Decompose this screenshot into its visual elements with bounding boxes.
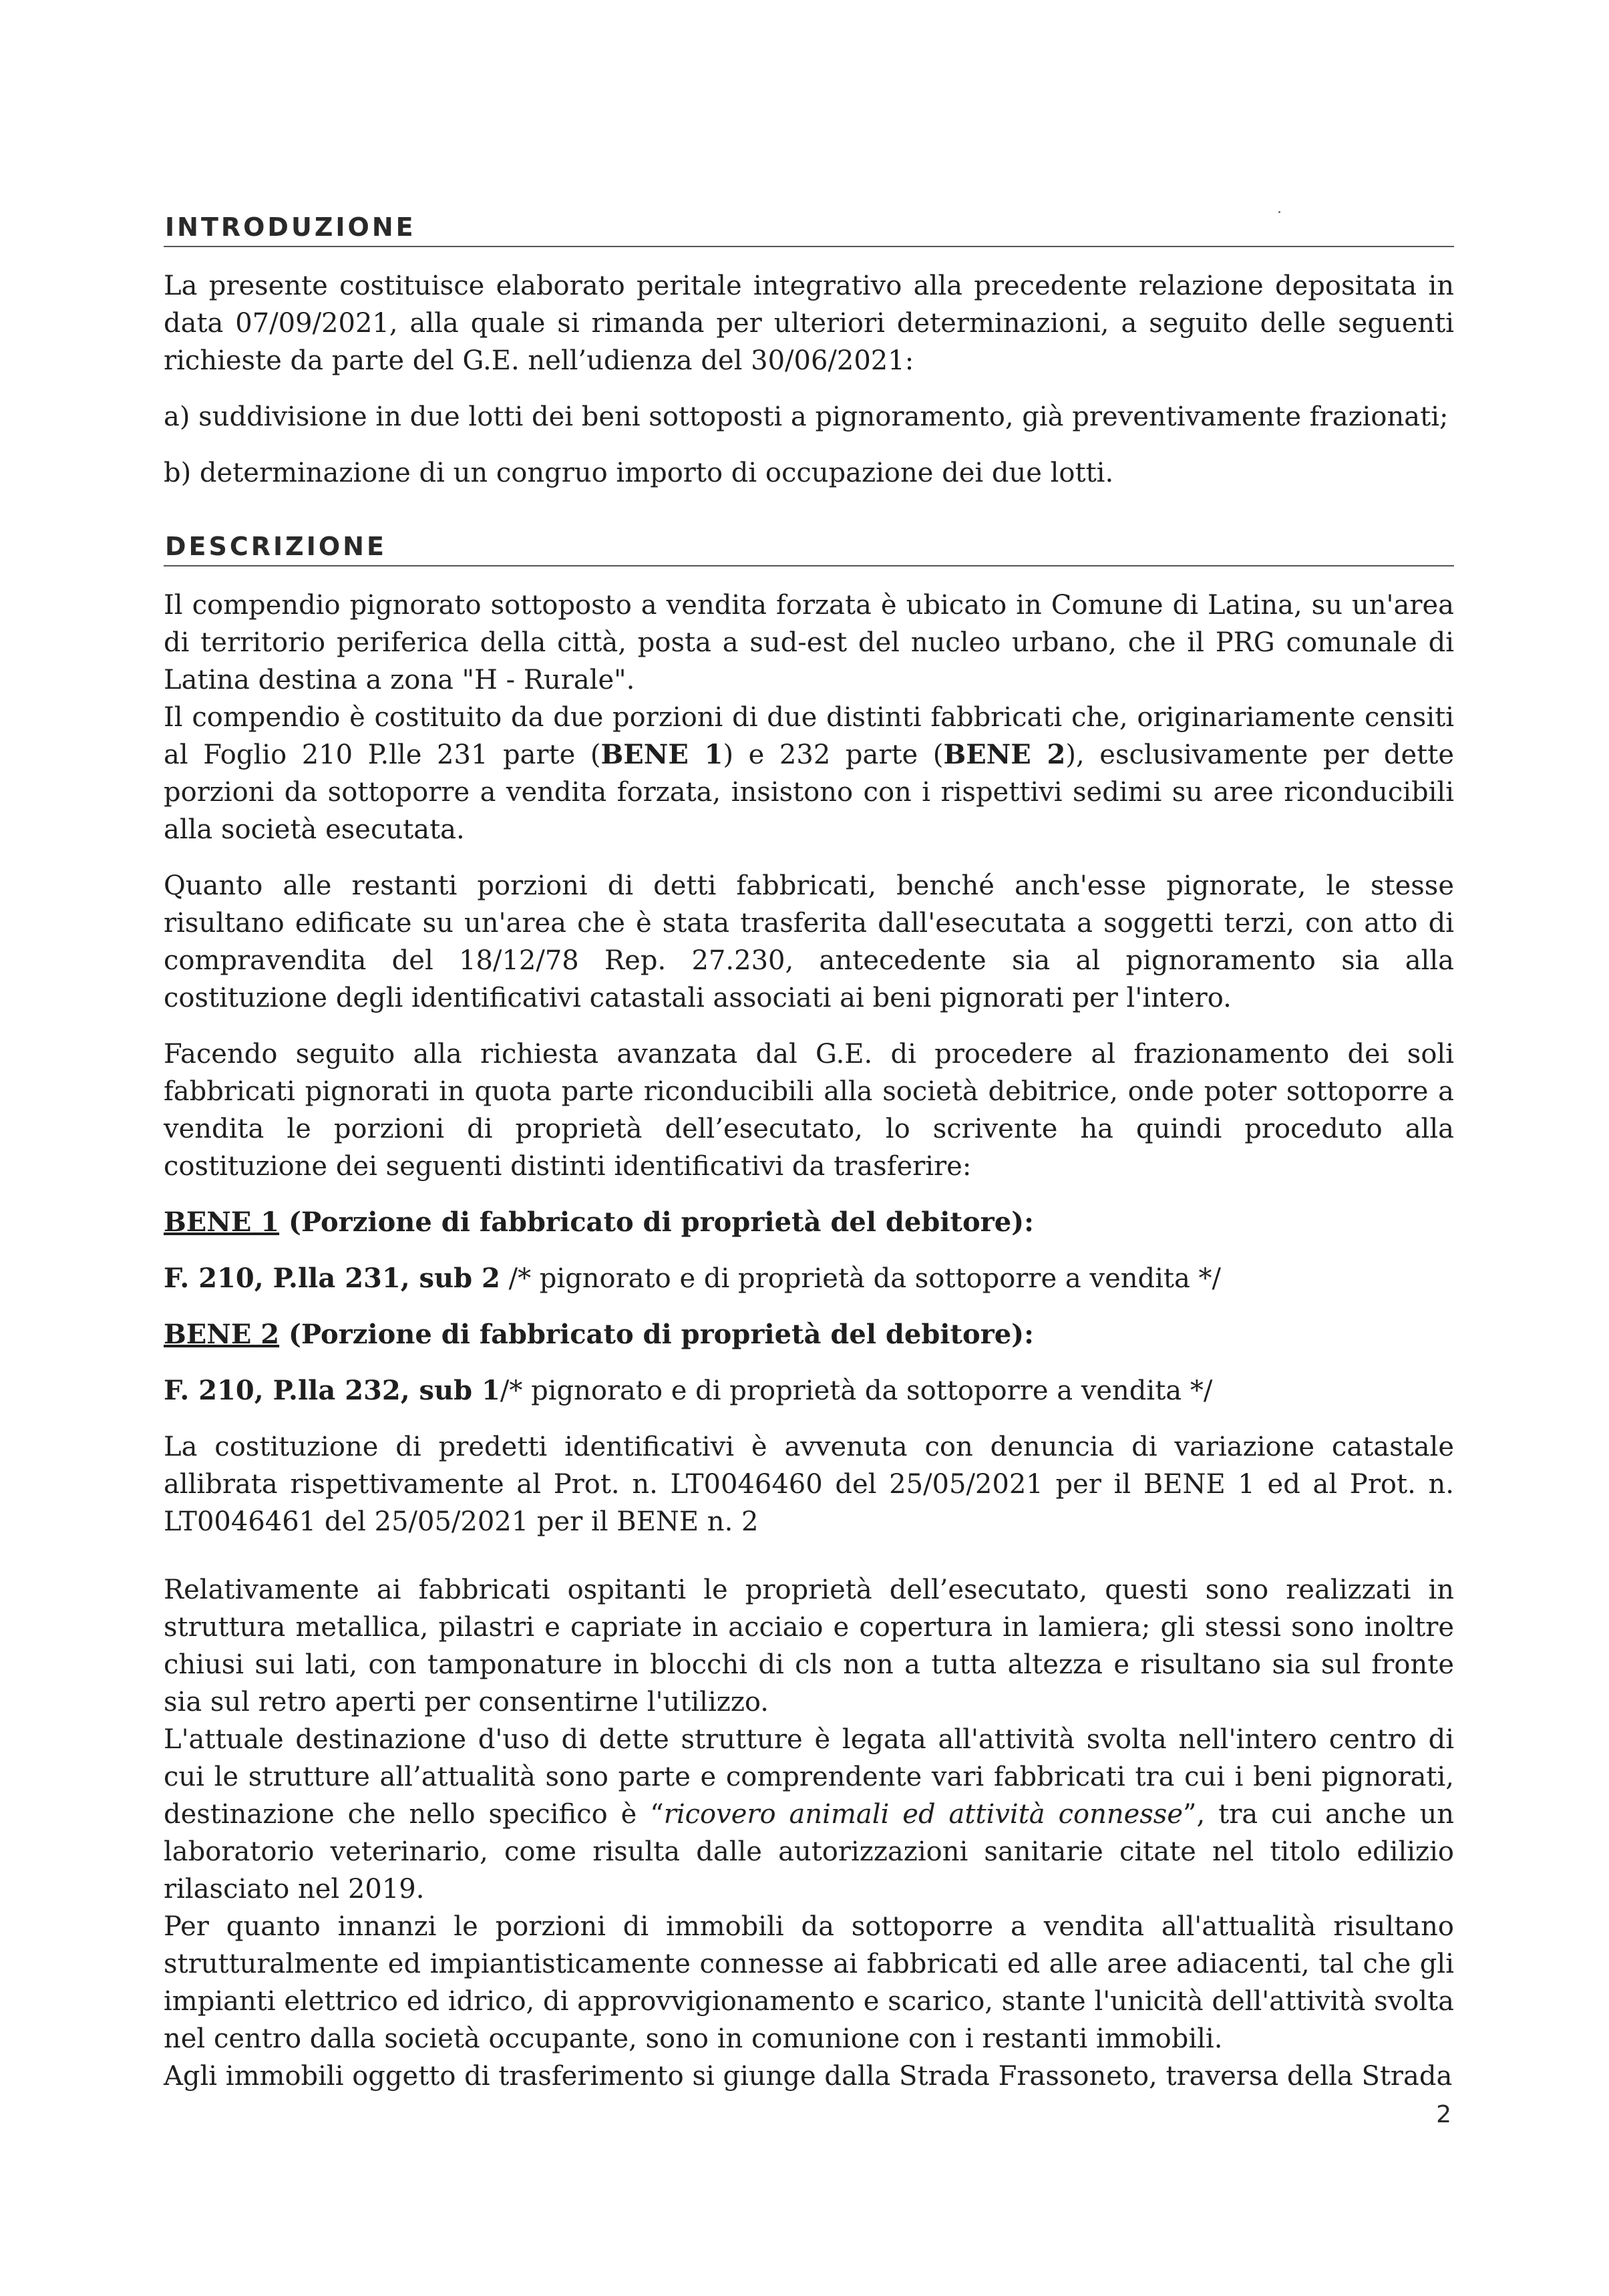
descr-paragraph-2: Il compendio è costituito da due porzioni di due distinti fabbricati che, originariamente censiti al Foglio 210 P.lle 231 parte (BENE 1) e 232 parte (BENE 2), esclusivamente per dette porzioni da sottoporre a vendita forzata, insistono con i rispettivi sedimi su aree riconducibili alla società esecutata. [164,702,1454,845]
descr-paragraph-5: La costituzione di predetti identificativi è avvenuta con denuncia di variazione catastale allibrata rispettivamente al Prot. n. LT0046460 del 25/05/2021 per il BENE 1 ed al Prot. n. LT0046461 del 25/05/2021 per il BENE n. 2 [164,1432,1454,1537]
heading-rule [164,565,1454,566]
page-number: 2 [1436,2101,1451,2128]
bene1-heading: BENE 1 (Porzione di fabbricato di proprietà del debitore): [164,1206,1034,1238]
descr-paragraph-4: Facendo seguito alla richiesta avanzata dal G.E. di procedere al frazionamento dei soli fabbricati pignorati in quota parte riconducibili alla società debitrice, onde poter sottoporre a vendita le porzioni di proprietà dell’esecutato, lo scrivente ha quindi proceduto alla costituzione dei seguenti distinti identificativi da trasferire: [164,1039,1454,1182]
bene1-ref: BENE 1 [600,739,723,770]
section-heading-introduzione: INTRODUZIONE [165,212,416,242]
heading-rule [164,246,1454,247]
descr-paragraph-6: Relativamente ai fabbricati ospitanti le proprietà dell’esecutato, questi sono realizzati in struttura metallica, pilastri e capriate in acciaio e copertura in lamiera; gli stessi sono inoltre chiusi sui lati, con tamponature in blocchi di cls non a tutta altezza e risultano sia sul fronte sia sul retro aperti per consentirne l'utilizzo. [164,1575,1454,1717]
descr-paragraph-9: Agli immobili oggetto di trasferimento si giunge dalla Strada Frassoneto, traversa della Strada [164,2061,1453,2092]
descr-paragraph-7: L'attuale destinazione d'uso di dette strutture è legata all'attività svolta nell'intero centro di cui le strutture all’attualità sono parte e comprendente vari fabbricati tra cui i beni pignorati, destinazione che nello specifico è “ricovero animali ed attività connesse”, tra cui anche un laboratorio veterinario, come risulta dalle autorizzazioni sanitarie citate nel titolo edilizio rilasciato nel 2019. [164,1724,1454,1905]
section-heading-descrizione: DESCRIZIONE [165,532,387,561]
intro-paragraph: La presente costituisce elaborato peritale integrativo alla precedente relazione depositata in data 07/09/2021, alla quale si rimanda per ulteriori determinazioni, a seguito delle seguenti richieste da parte del G.E. nell’udienza del 30/06/2021: [164,271,1454,376]
descr-paragraph-8: Per quanto innanzi le porzioni di immobili da sottoporre a vendita all'attualità risultano strutturalmente ed impiantisticamente connesse ai fabbricati ed alle aree adiacenti, tal che gli impianti elettrico ed idrico, di approvvigionamento e scarico, stante l'unicità dell'attività svolta nel centro dalla società occupante, sono in comunione con i restanti immobili. [164,1911,1454,2054]
bene2-ref: BENE 2 [943,739,1066,770]
descr-paragraph-1: Il compendio pignorato sottoposto a vendita forzata è ubicato in Comune di Latina, su un'area di territorio periferica della città, posta a sud-est del nucleo urbano, che il PRG comunale di Latina destina a zona "H - Rurale". [164,590,1454,695]
bene1-identifier: F. 210, P.lla 231, sub 2 /* pignorato e di proprietà da sottoporre a vendita */ [164,1263,1222,1294]
intro-item-b: b) determinazione di un congruo importo di occupazione dei due lotti. [164,458,1114,488]
descr-paragraph-3: Quanto alle restanti porzioni di detti fabbricati, benché anch'esse pignorate, le stesse risultano edificate su un'area che è stata trasferita dall'esecutata a soggetti terzi, con atto di compravendita del 18/12/78 Rep. 27.230, antecedente sia al pignoramento sia alla costituzione degli identificativi catastali associati ai beni pignorati per l'intero. [164,870,1454,1013]
bene2-heading: BENE 2 (Porzione di fabbricato di proprietà del debitore): [164,1319,1034,1350]
intro-item-a: a) suddivisione in due lotti dei beni sottoposti a pignoramento, già preventivamente frazionati; [164,401,1449,432]
page-content [164,212,1454,2095]
bene2-identifier: F. 210, P.lla 232, sub 1/* pignorato e di proprietà da sottoporre a vendita */ [164,1375,1213,1406]
